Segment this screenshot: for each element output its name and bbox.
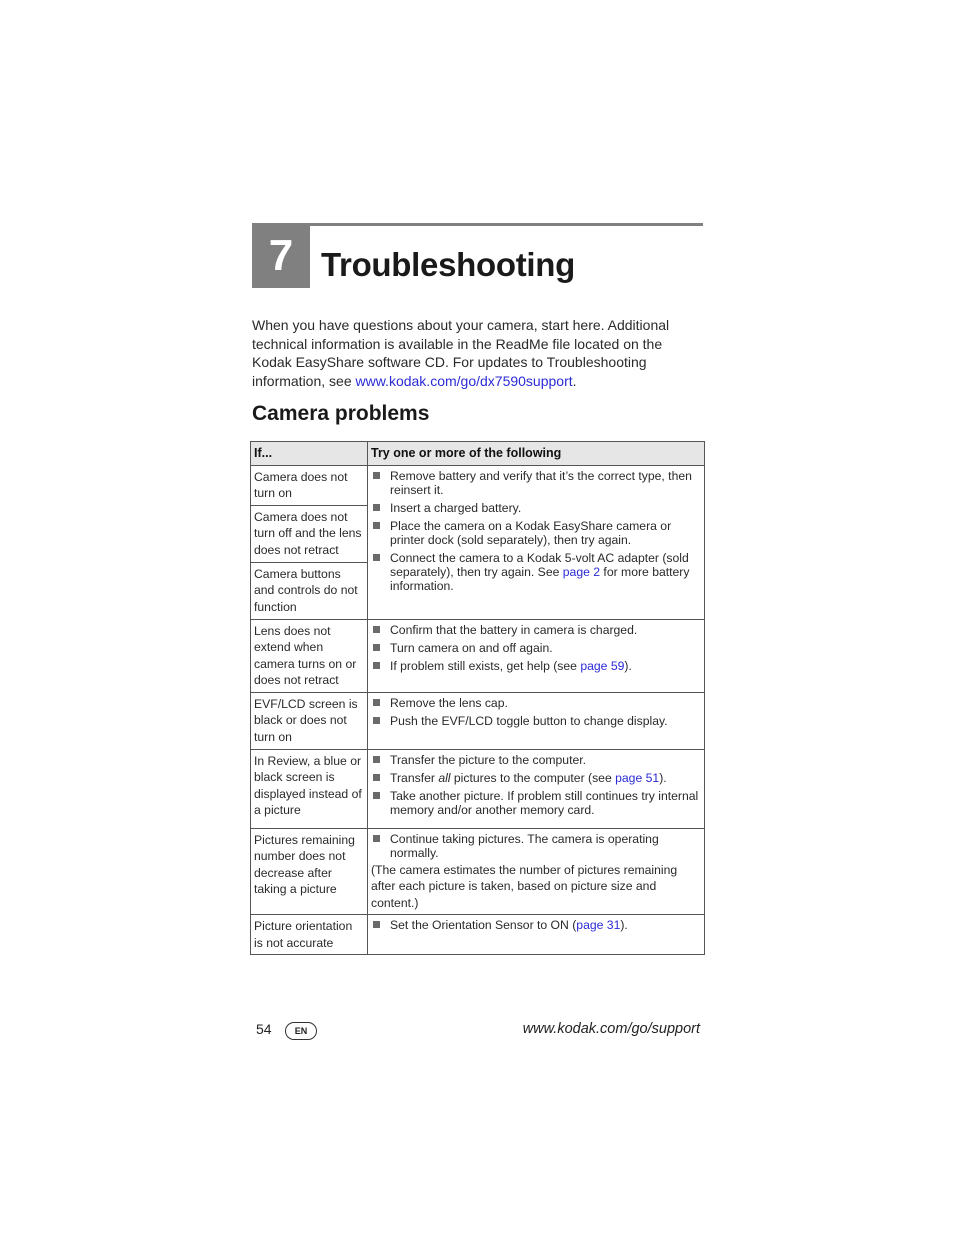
troubleshooting-table: [250, 441, 705, 955]
list-item: [371, 659, 701, 673]
condition-cell: EVF/LCD screen is black or does not turn on: [251, 692, 368, 749]
action-list: [371, 623, 701, 673]
action-text: Set the Orientation Sensor to ON (: [390, 918, 577, 932]
actions-cell: [368, 749, 705, 828]
table-row: [251, 465, 705, 505]
list-item: [371, 918, 701, 932]
condition-cell: Lens does not extend when camera turns on or does not retract: [251, 619, 368, 692]
bullet-square-icon: [373, 717, 380, 724]
action-text: ).: [659, 770, 667, 785]
intro-text: When you have questions about your camera, start here. Additional technical information is available in the ReadMe file located on the Kodak EasyShare software CD. For updates to Troubleshooting information, see: [252, 317, 670, 389]
page-link[interactable]: page 51: [615, 770, 660, 785]
bullet-square-icon: [373, 504, 380, 511]
table-row: [251, 915, 705, 955]
bullet-square-icon: [373, 792, 380, 799]
list-item: [371, 501, 701, 515]
list-item: [371, 551, 701, 593]
table-row: [251, 619, 705, 692]
condition-cell: Camera buttons and controls do not function: [251, 562, 368, 619]
table-row: [251, 749, 705, 828]
list-item: [371, 696, 701, 710]
support-link[interactable]: www.kodak.com/go/dx7590support: [355, 372, 573, 389]
list-item: [371, 714, 701, 728]
bullet-square-icon: [373, 522, 380, 529]
bullet-square-icon: [373, 644, 380, 651]
language-badge: EN: [285, 1022, 317, 1040]
condition-cell: In Review, a blue or black screen is displayed instead of a picture: [251, 749, 368, 828]
actions-cell: [368, 465, 705, 619]
action-text: Insert a charged battery.: [390, 500, 522, 515]
bullet-square-icon: [373, 921, 380, 928]
action-text: Transfer the picture to the computer.: [390, 752, 586, 767]
action-text: Remove battery and verify that it’s the correct type, then reinsert it.: [390, 468, 692, 497]
action-text: Continue taking pictures. The camera is operating normally.: [390, 831, 659, 860]
list-item: [371, 832, 701, 860]
action-text: Take another picture. If problem still continues try internal memory and/or another memory card.: [390, 788, 699, 817]
condition-cell: Camera does not turn off and the lens does not retract: [251, 505, 368, 562]
list-item: [371, 641, 701, 655]
action-text: If problem still exists, get help (see: [390, 658, 581, 673]
chapter-number: 7: [252, 223, 310, 288]
list-item: [371, 771, 701, 785]
action-text: Connect the camera to a Kodak 5-volt AC adapter (sold separately), then try again. See: [390, 550, 689, 579]
list-item: [371, 623, 701, 637]
actions-cell: [368, 619, 705, 692]
actions-cell: [368, 692, 705, 749]
actions-cell: [368, 828, 705, 915]
list-item: [371, 469, 701, 497]
action-text: Transfer: [390, 770, 439, 785]
bullet-square-icon: [373, 756, 380, 763]
bullet-square-icon: [373, 835, 380, 842]
action-list: [371, 918, 701, 932]
action-text: pictures to the computer (see: [450, 770, 616, 785]
action-text: Turn camera on and off again.: [390, 640, 553, 655]
bullet-square-icon: [373, 554, 380, 561]
note-text: (The camera estimates the number of pictures remaining after each picture is taken, based on picture size and content.): [371, 862, 678, 910]
page-number: 54: [256, 1021, 272, 1037]
header-if: If...: [251, 442, 368, 466]
action-list: [371, 469, 701, 593]
bullet-square-icon: [373, 699, 380, 706]
action-list: [371, 753, 701, 817]
table-row: [251, 828, 705, 915]
list-item: [371, 789, 701, 817]
bullet-square-icon: [373, 774, 380, 781]
action-text: Confirm that the battery in camera is charged.: [390, 622, 638, 637]
action-text: ).: [620, 918, 628, 932]
page-link[interactable]: page 59: [580, 658, 625, 673]
list-item: [371, 753, 701, 767]
bullet-square-icon: [373, 662, 380, 669]
action-text: Place the camera on a Kodak EasyShare camera or printer dock (sold separately), then try again.: [390, 518, 672, 547]
page-link[interactable]: page 31: [576, 918, 621, 932]
action-list: [371, 832, 701, 860]
chapter-rule: [252, 223, 703, 226]
bullet-square-icon: [373, 472, 380, 479]
page-link[interactable]: page 2: [562, 564, 601, 579]
condition-cell: Picture orientation is not accurate: [251, 915, 368, 955]
table-header-row: [251, 442, 705, 466]
action-text: ).: [624, 658, 632, 673]
footer-url[interactable]: www.kodak.com/go/support: [522, 1021, 700, 1037]
action-text: Remove the lens cap.: [390, 695, 508, 710]
action-text: Push the EVF/LCD toggle button to change display.: [390, 713, 668, 728]
condition-cell: Pictures remaining number does not decrease after taking a picture: [251, 828, 368, 915]
intro-end: .: [572, 372, 577, 389]
emphasis-text: all: [438, 770, 451, 785]
header-actions: Try one or more of the following: [368, 442, 705, 466]
list-item: [371, 519, 701, 547]
section-title: Camera problems: [252, 402, 430, 425]
condition-cell: Camera does not turn on: [251, 465, 368, 505]
intro-paragraph: [252, 316, 704, 390]
action-list: [371, 696, 701, 728]
bullet-square-icon: [373, 626, 380, 633]
action-text: for more battery information.: [390, 564, 690, 593]
chapter-title: Troubleshooting: [321, 246, 575, 283]
actions-cell: [368, 915, 705, 955]
table-row: [251, 692, 705, 749]
